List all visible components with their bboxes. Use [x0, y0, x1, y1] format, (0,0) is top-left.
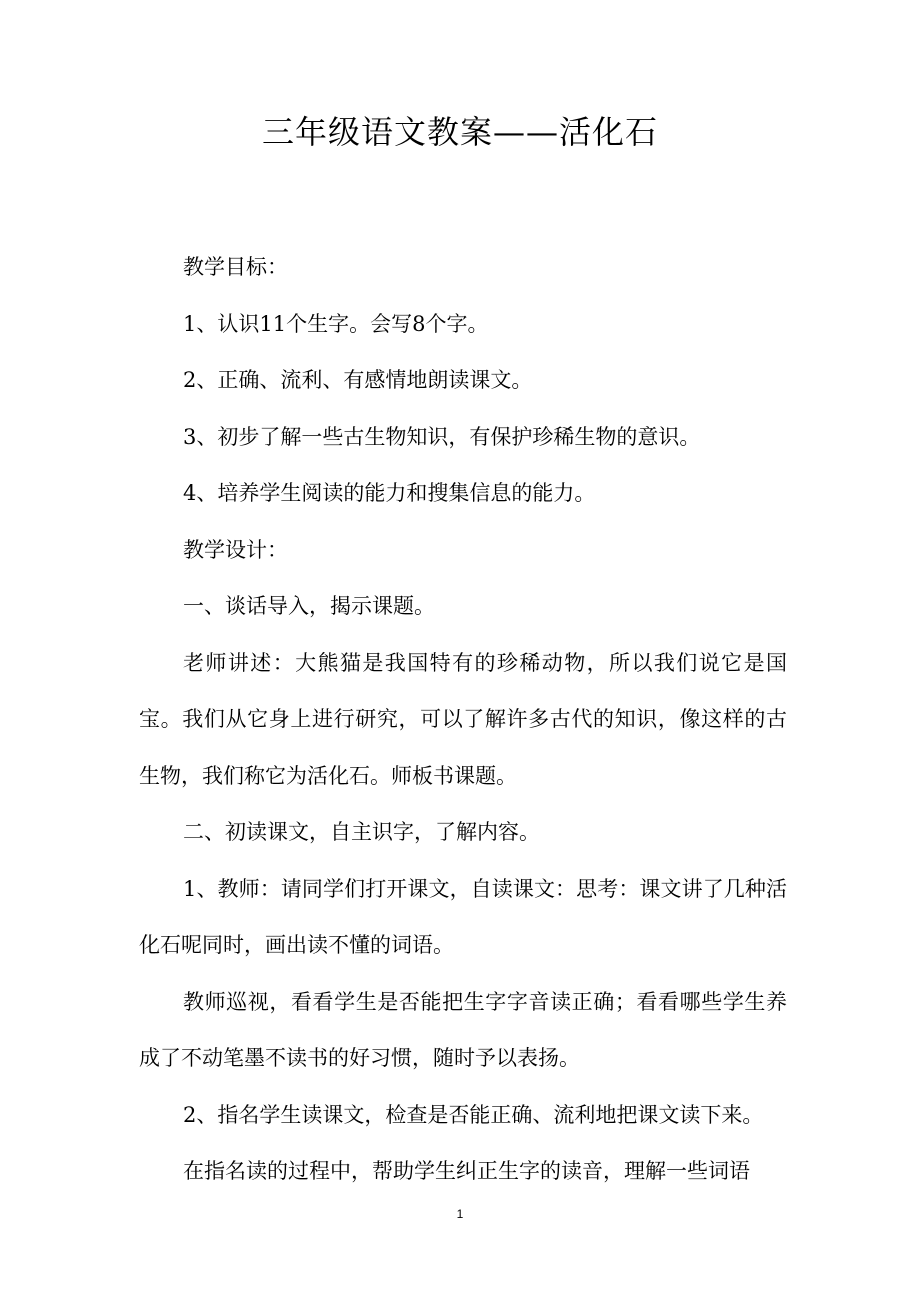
paragraph: 2、指名学生读课文，检查是否能正确、流利地把课文读下来。: [183, 1102, 764, 1127]
paragraph: 教师巡视，看看学生是否能把生字字音读正确；看看哪些学生养成了不动笔墨不读书的好习惯，随时予以表扬。: [139, 989, 787, 1070]
paragraph: 在指名读的过程中，帮助学生纠正生字的读音，理解一些词语: [183, 1159, 750, 1183]
paragraph: 老师讲述：大熊猫是我国特有的珍稀动物，所以我们说它是国宝。我们从它身上进行研究，可以了解许多古代的知识，像这样的古生物，我们称它为活化石。师板书课题。: [139, 650, 787, 788]
paragraph: 二、初读课文，自主识字，了解内容。: [183, 820, 540, 844]
paragraph: 一、谈话导入，揭示课题。: [183, 594, 435, 618]
paragraph: 2、正确、流利、有感情地朗读课文。: [183, 368, 533, 392]
page-number: 1: [456, 1207, 464, 1221]
paragraph: 教学目标：: [183, 255, 288, 279]
paragraph: 4、培养学生阅读的能力和搜集信息的能力。: [183, 481, 596, 505]
document-title: 三年级语文教案——活化石: [261, 113, 658, 151]
paragraph: 1、认识11个生字。会写8个字。: [183, 311, 489, 336]
paragraph: 3、初步了解一些古生物知识，有保护珍稀生物的意识。: [183, 424, 701, 449]
document-body: [139, 239, 787, 1200]
paragraph: 1、教师：请同学们打开课文，自读课文：思考：课文讲了几种活化石呢同时，画出读不懂的词语。: [139, 876, 787, 957]
paragraph: 教学设计：: [183, 537, 288, 562]
